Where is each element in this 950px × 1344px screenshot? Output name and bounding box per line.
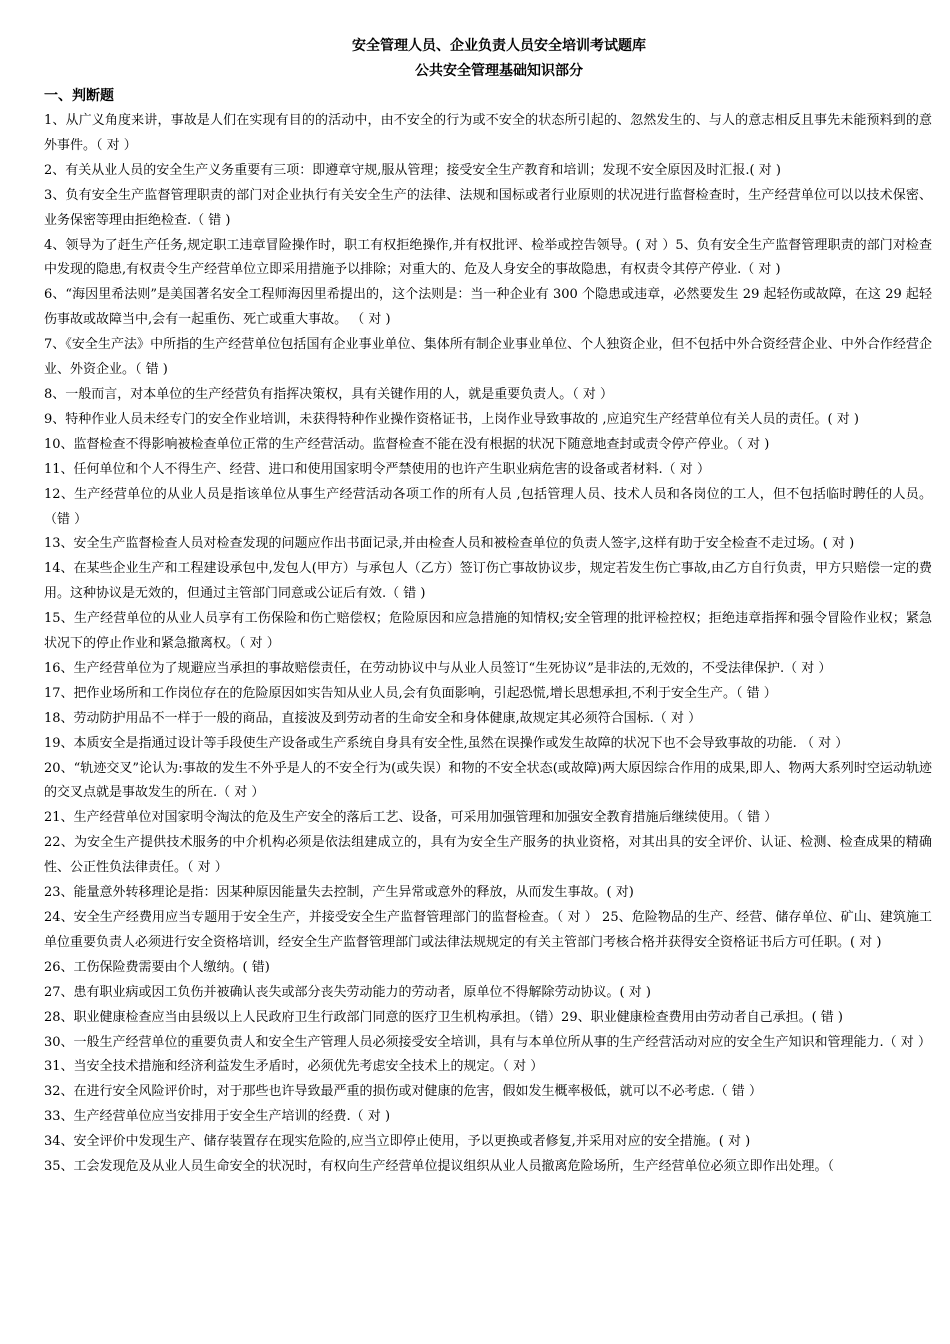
- question-item: 2、有关从业人员的安全生产义务重要有三项：即遵章守规,服从管理；接受安全生产教育和培训；发现不安全原因及时汇报.( 对 ): [44, 162, 781, 178]
- document-title: 安全管理人员、企业负责人员安全培训考试题库: [352, 38, 646, 54]
- question-list: [44, 109, 932, 1180]
- question-item: 11、任何单位和个人不得生产、经营、进口和使用国家明令严禁使用的也许产生职业病危害的设备或者材料.（ 对 ）: [44, 461, 710, 477]
- question-item: 22、为安全生产提供技术服务的中介机构必须是依法组建成立的，具有为安全生产服务的执业资格，对其出具的安全评价、认证、检测、检查成果的精确性、公正性负法律责任。（ 对 ）: [44, 835, 932, 876]
- question-item: 21、生产经营单位对国家明令淘汰的危及生产安全的落后工艺、设备，可采用加强管理和加强安全教育措施后继续使用。（ 错 ）: [44, 810, 778, 826]
- document-subtitle: 公共安全管理基础知识部分: [415, 63, 583, 79]
- question-item: 20、“轨迹交叉”论认为:事故的发生不外乎是人的不安全行为(或失误）和物的不安全状态(或故障)两大原因综合作用的成果,即人、物两大系列时空运动轨迹的交叉点就是事故发生的所在.（ 对 ）: [44, 760, 932, 801]
- section-heading: 一、判断题: [44, 88, 114, 104]
- question-item: 3、负有安全生产监督管理职责的部门对企业执行有关安全生产的法律、法规和国标或者行业原则的状况进行监督检查时，生产经营单位可以以技术保密、业务保密等理由拒绝检查.（ 错 ): [44, 187, 932, 228]
- question-item: 23、能量意外转移理论是指：因某种原因能量失去控制，产生异常或意外的释放，从而发生事故。( 对): [44, 885, 634, 901]
- question-item: 27、患有职业病或因工负伤并被确认丧失或部分丧失劳动能力的劳动者，原单位不得解除劳动协议。( 对 ): [44, 984, 651, 1000]
- question-item: 1、从广义角度来讲，事故是人们在实现有目的的活动中，由不安全的行为或不安全的状态所引起的、忽然发生的、与人的意志相反且事先未能预料到的意外事件。（ 对 ）: [44, 113, 932, 153]
- question-item: 31、当安全技术措施和经济利益发生矛盾时，必须优先考虑安全技术上的规定。（ 对 ）: [44, 1059, 544, 1075]
- question-item: 34、安全评价中发现生产、储存装置存在现实危险的,应当立即停止使用，予以更换或者修复,并采用对应的安全措施。( 对 ): [44, 1134, 751, 1150]
- question-item: 12、生产经营单位的从业人员是指该单位从事生产经营活动各项工作的所有人员 ,包括管理人员、技术人员和各岗位的工人，但不包括临时聘任的人员。（错 ）: [44, 486, 932, 527]
- question-item: 14、在某些企业生产和工程建设承包中,发包人(甲方）与承包人（乙方）签订伤亡事故协议步，规定若发生伤亡事故,由乙方自行负责，甲方只赔偿一定的费用。这种协议是无效的，但通过主管部门同意或公证后有效.（ 错 ): [44, 561, 932, 602]
- question-item: 10、监督检查不得影响被检查单位正常的生产经营活动。监督检查不能在没有根据的状况下随意地查封或责令停产停业。（ 对 ): [44, 436, 770, 452]
- question-item: 33、生产经营单位应当安排用于安全生产培训的经费.（ 对 ): [44, 1109, 391, 1125]
- question-item: 26、工伤保险费需要由个人缴纳。( 错): [44, 959, 270, 975]
- question-item: 16、生产经营单位为了规避应当承担的事故赔偿责任，在劳动协议中与从业人员签订“生死协议”是非法的,无效的，不受法律保护.（ 对 ）: [44, 660, 832, 676]
- question-item: 4、领导为了赶生产任务,规定职工违章冒险操作时，职工有权拒绝操作,并有权批评、检举或控告领导。( 对 ）5、负有安全生产监督管理职责的部门对检查中发现的隐患,有权责令生产经营单位立即采用措施予以排除；对重大的、危及人身安全的事故隐患，有权责令其停产停业.（ 对 ): [44, 237, 932, 278]
- question-item: 9、特种作业人员未经专门的安全作业培训，未获得特种作业操作资格证书，上岗作业导致事故的 ,应追究生产经营单位有关人员的责任。( 对 ): [44, 411, 859, 427]
- question-item: 8、一般而言，对本单位的生产经营负有指挥决策权，具有关键作用的人，就是重要负责人。（ 对 ）: [44, 386, 614, 402]
- question-item: 13、安全生产监督检查人员对检查发现的问题应作出书面记录,并由检查人员和被检查单位的负责人签字,这样有助于安全检查不走过场。( 对 ): [44, 536, 855, 552]
- question-item: 6、“海因里希法则”是美国著名安全工程师海因里希提出的，这个法则是：当一种企业有 300 个隐患或违章，必然要发生 29 起轻伤或故障，在这 29 起轻伤事故或故障当中,会有一起重伤、死亡或重大事故。 （ 对 ): [44, 287, 932, 328]
- question-item: 24、安全生产经费用应当专题用于安全生产，并接受安全生产监督管理部门的监督检查。（ 对 ） 25、危险物品的生产、经营、储存单位、矿山、建筑施工单位重要负责人必须进行安全资格培训，经安全生产监督管理部门或法律法规规定的有关主管部门考核合格并获得安全资格证书后方可任职。( 对 ): [44, 910, 932, 950]
- question-item: 28、职业健康检查应当由县级以上人民政府卫生行政部门同意的医疗卫生机构承担。（错）29、职业健康检查费用由劳动者自己承担。( 错 ): [44, 1009, 843, 1025]
- question-item: 19、本质安全是指通过设计等手段使生产设备或生产系统自身具有安全性,虽然在误操作或发生故障的状况下也不会导致事故的功能. （ 对 ）: [44, 735, 849, 751]
- question-item: 15、生产经营单位的从业人员享有工伤保险和伤亡赔偿权；危险原因和应急措施的知情权;安全管理的批评检控权；拒绝违章指挥和强令冒险作业权；紧急状况下的停止作业和紧急撤离权。（ 对 ）: [44, 611, 932, 652]
- question-item: 32、在进行安全风险评价时，对于那些也许导致最严重的损伤或对健康的危害，假如发生概率极低，就可以不必考虑.（ 错 ）: [44, 1084, 762, 1100]
- question-item: 35、工会发现危及从业人员生命安全的状况时，有权向生产经营单位提议组织从业人员撤离危险场所，生产经营单位必须立即作出处理。（: [44, 1159, 835, 1175]
- question-item: 30、一般生产经营单位的重要负责人和安全生产管理人员必须接受安全培训，具有与本单位所从事的生产经营活动对应的安全生产知识和管理能力.（ 对 ）: [44, 1034, 931, 1050]
- question-item: 17、把作业场所和工作岗位存在的危险原因如实告知从业人员,会有负面影响，引起恐慌,增长思想承担,不利于安全生产。（ 错 ）: [44, 685, 777, 701]
- question-item: 18、劳动防护用品不一样于一般的商品，直接波及到劳动者的生命安全和身体健康,故规定其必须符合国标.（ 对 ）: [44, 710, 702, 726]
- question-item: 7、《安全生产法》中所指的生产经营单位包括国有企业事业单位、集体所有制企业事业单位、个人独资企业，但不包括中外合资经营企业、中外合作经营企业、外资企业。（ 错 ): [44, 337, 932, 378]
